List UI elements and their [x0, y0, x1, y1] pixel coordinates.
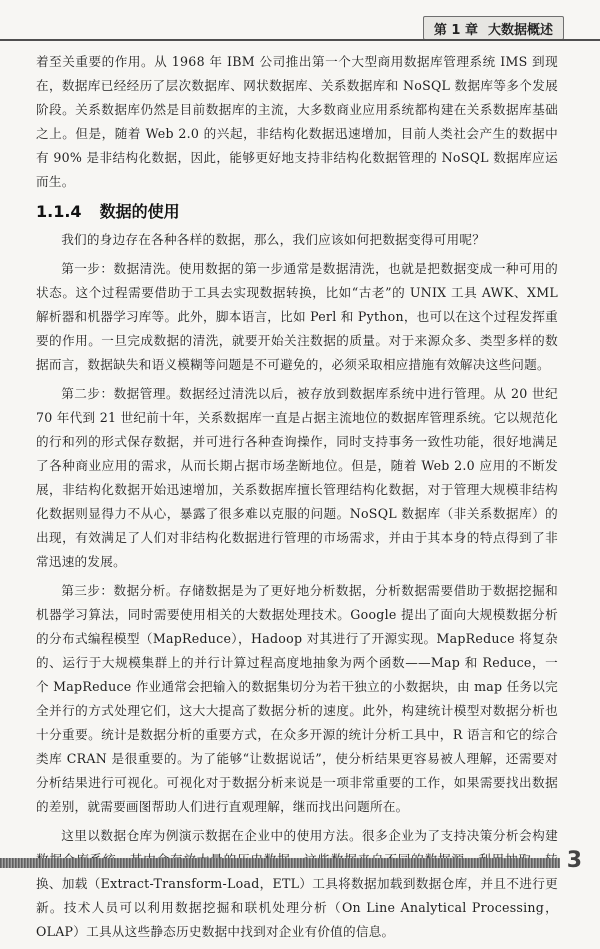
section-title: 数据的使用 — [99, 202, 180, 221]
section-number: 1.1.4 — [36, 202, 82, 221]
page-footer — [0, 848, 600, 885]
intro-paragraph: 着至关重要的作用。从 1968 年 IBM 公司推出第一个大型商用数据库管理系统 IMS 到现在，数据库已经经历了层次数据库、网状数据库、关系数据库和 NoSQL 数据库等多个发展阶段。关系数据库仍然是目前数据库的主流，大多数商业应用系统都构建在关系数据库基础之上。但是，随着 Web 2.0 的兴起，非结构化数据迅速增加，目前人类社会产生的数据中有 90% 是非结构化数据，因此，能够更好地支持非结构化数据管理的 NoSQL 数据库应运而生。 — [36, 54, 558, 189]
step1-paragraph: 第一步：数据清洗。使用数据的第一步通常是数据清洗，也就是把数据变成一种可用的状态。这个过程需要借助于工具去实现数据转换，比如“古老”的 UNIX 工具 AWK、XML 解析器和机器学习库等。此外，脚本语言，比如 Perl 和 Python，也可以在这个过程发挥重要的作用。一旦完成数据的清洗，就要开始关注数据的质量。对于来源众多、类型多样的数据而言，数据缺失和语义模糊等问题是不可避免的，必须采取相应措施有效解决这些问题。 — [36, 261, 558, 372]
header-rule — [0, 39, 600, 41]
chapter-label: 第 1 章 — [433, 22, 478, 38]
footer-bar — [0, 858, 560, 868]
step2-paragraph: 第二步：数据管理。数据经过清洗以后，被存放到数据库系统中进行管理。从 20 世纪 70 年代到 21 世纪前十年，关系数据库一直是占据主流地位的数据库管理系统。它以规范化的行和列的形式保存数据，并可进行各种查询操作，同时支持事务一致性功能，很好地满足了各种商业应用的需求，从而长期占据市场垄断地位。但是，随着 Web 2.0 应用的不断发展，非结构化数据开始迅速增加，关系数据库擅长管理结构化数据，对于管理大规模非结构化数据则显得力不从心，暴露了很多难以克服的问题。NoSQL 数据库（非关系数据库）的出现，有效满足了人们对非结构化数据进行管理的市场需求，并由于其本身的特点得到了非常迅速的发展。 — [36, 386, 558, 569]
step3-paragraph: 第三步：数据分析。存储数据是为了更好地分析数据，分析数据需要借助于数据挖掘和机器学习算法，同时需要使用相关的大数据处理技术。Google 提出了面向大规模数据分析的分布式编程模型（MapReduce），Hadoop 对其进行了开源实现。MapReduce 将复杂的、运行于大规模集群上的并行计算过程高度地抽象为两个函数——Map 和 Reduce，一个 MapReduce 作业通常会把输入的数据集切分为若干独立的小数据块，由 map 任务以完全并行的方式处理它们，这大大提高了数据分析的速度。此外，构建统计模型对数据分析也十分重要。统计是数据分析的重要方式，在众多开源的统计分析工具中，R 语言和它的综合类库 CRAN 是很重要的。为了能够“让数据说话”，使分析结果更容易被人理解，还需要对分析结果进行可视化。可视化对于数据分析来说是一项非常重要的工作，如果需要找出数据的差别，就需要画图帮助人们进行直观理解，继而找出问题所在。 — [36, 583, 558, 814]
question-paragraph: 我们的身边存在各种各样的数据，那么，我们应该如何把数据变得可用呢？ — [61, 232, 486, 247]
page-header — [0, 0, 600, 42]
warehouse-paragraph: 这里以数据仓库为例演示数据在企业中的使用方法。很多企业为了支持决策分析会构建 换、加载（Extract-Transform-Load，ETL）工具将数据加载到数据仓库，并且不进行更新。技术人员可以利用数据挖掘和联机处理分析（On Line Analytical Processing，OLAP）工具从这些静态历史数据中找到对企业有价值的信息。 — [36, 828, 558, 939]
chapter-header-box — [423, 16, 564, 40]
section-heading — [36, 199, 558, 222]
chapter-title: 大数据概述 — [487, 22, 553, 38]
page-content — [36, 50, 558, 949]
page-number: 3 — [566, 848, 582, 873]
